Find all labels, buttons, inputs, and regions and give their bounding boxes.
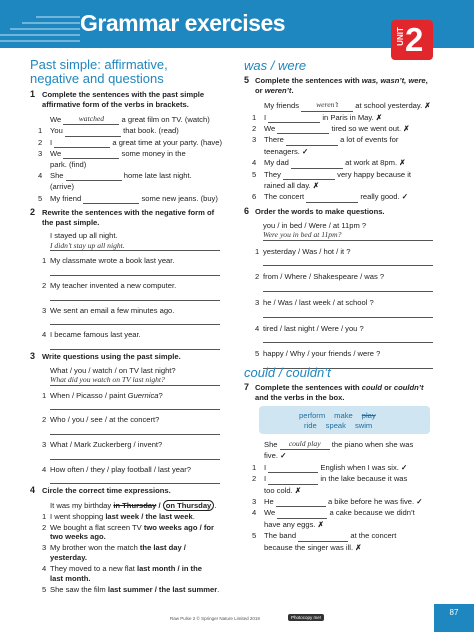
cross-icon: ✗ [424, 101, 431, 111]
left-section-title: Past simple: affirmative, negative and questions [30, 57, 168, 86]
item-number: 2 [252, 474, 257, 484]
cross-icon: ✗ [355, 542, 362, 552]
option-b[interactable]: the last week [145, 511, 193, 521]
word-box [259, 406, 430, 434]
item-number: 2 [42, 280, 47, 290]
exercise-2 [30, 208, 240, 350]
answer-line[interactable] [263, 282, 433, 292]
answer-blank[interactable]: could play [280, 438, 330, 450]
item-number: 5 [38, 193, 43, 203]
answer-line[interactable] [50, 340, 220, 350]
item-number: 2 [42, 415, 47, 425]
exercise-5 [244, 76, 444, 203]
item-number: 3 [42, 543, 47, 553]
exercise-7 [244, 383, 444, 402]
answer-blank[interactable] [306, 202, 358, 203]
word-box-word: make [334, 411, 353, 420]
list-item: 4 We a cake because we didn’t have any eggs. ✗ [252, 508, 415, 529]
list-item: 5 happy / Why / your friends / were ? [263, 349, 444, 369]
exercise-instruction: Rewrite the sentences with the negative form of the past simple. [42, 208, 215, 227]
cross-icon: ✗ [403, 124, 410, 133]
list-item: (arrive) [50, 182, 75, 192]
list-item: She could play the piano when she was five. ✓ [264, 439, 414, 461]
list-item: 6 The concert really good. ✓ [252, 192, 409, 202]
list-item: 2 Who / you / see / at the concert? [50, 415, 240, 435]
item-number: 3 [42, 305, 47, 315]
exercise-instruction: Circle the correct time expressions. [42, 486, 171, 495]
list-item: 2 We bought a flat screen TV two weeks ago / for two weeks ago. [42, 522, 214, 542]
list-item: 3 We sent an email a few minutes ago. [50, 306, 240, 326]
exercise-4 [30, 486, 240, 594]
unit-number: 2 [405, 21, 424, 58]
option-a[interactable]: the last day [139, 543, 182, 553]
copyright-text: Raw Pulse 2 © Springer Nature Limited 2019 [170, 616, 260, 621]
item-number: 2 [42, 522, 47, 532]
right-section-title-was-were: was / were [244, 58, 307, 73]
list-item: 1 When / Picasso / paint Guernica? [50, 391, 240, 411]
list-item: teenagers. ✓ [264, 146, 309, 156]
list-item: 3 We some money in the [38, 148, 186, 158]
list-item: 2 I in the lake because it was too cold. ✗ [252, 474, 408, 495]
item-number: 1 [252, 112, 257, 122]
list-item: 4 They moved to a new flat last month / in the last month. [42, 564, 202, 583]
answer-line[interactable] [263, 256, 433, 266]
item-number: 5 [255, 349, 260, 359]
list-item: 5 She saw the film last summer / the last summer. [42, 584, 220, 594]
list-item: 3 What / Mark Zuckerberg / invent? [50, 440, 240, 460]
item-number: 2 [252, 124, 257, 133]
item-number: 2 [255, 272, 260, 282]
item-number: 4 [252, 158, 257, 168]
exercise-3 [30, 352, 240, 484]
list-item: 3 He a bike before he was five. ✓ [252, 497, 423, 507]
list-item: 4 I became famous last year. [50, 330, 240, 350]
answer-line[interactable] [50, 400, 220, 410]
answer-line[interactable] [263, 333, 433, 343]
exercise-instruction: Complete the sentences with the past simple affirmative form of the verbs in brackets. [42, 90, 205, 109]
unit-badge [391, 20, 433, 60]
option-b[interactable]: in the [181, 564, 202, 574]
exercise-number: 6 [244, 206, 250, 216]
exercise-number: 4 [30, 485, 36, 495]
exercise-number: 2 [30, 207, 36, 217]
list-item: 5 My friend some new jeans. (buy) [38, 193, 218, 203]
option-a[interactable]: last week [105, 511, 140, 521]
list-item: 2 My teacher invented a new computer. [50, 281, 240, 301]
item-number: 3 [42, 439, 47, 449]
list-item: 1 You that book. (read) [38, 126, 179, 136]
list-item: My friends weren’t at school yesterday. ✗ [264, 100, 431, 111]
item-number: 5 [252, 531, 257, 541]
answer-blank[interactable]: weren’t [301, 99, 353, 111]
item-number: 6 [252, 192, 257, 202]
item-number: 1 [42, 511, 47, 521]
option-b[interactable]: yesterday. [50, 553, 88, 563]
exercise-instruction: Complete the sentences with was, wasn’t, were, or weren’t. [255, 76, 428, 95]
item-number: 1 [42, 256, 47, 266]
list-item: 5 The band at the concert because the singer was ill. ✗ [252, 531, 397, 552]
list-item: 1 My classmate wrote a book last year. [50, 256, 240, 276]
item-number: 4 [252, 508, 257, 518]
option-b[interactable]: the last summer [158, 584, 218, 594]
option-a[interactable]: last month [136, 564, 176, 574]
option-b[interactable]: for [203, 522, 214, 532]
example-answer: I didn’t stay up all night. [50, 241, 220, 252]
exercise-instruction: Complete the sentences with could or couldn’t and the verbs in the box. [255, 383, 424, 402]
list-item: 3 My brother won the match the last day / yesterday. [42, 543, 186, 563]
page-number: 87 [434, 604, 474, 632]
option-b[interactable]: two weeks ago. [50, 532, 106, 542]
list-item: 2 I a great time at your party. (have) [38, 137, 222, 147]
exercise-6 [244, 207, 444, 369]
tick-icon: ✓ [280, 451, 287, 461]
tick-icon: ✓ [401, 192, 409, 202]
exercise-instruction: Write questions using the past simple. [42, 352, 181, 361]
list-item: 2 We tired so we went out. ✗ [252, 124, 410, 133]
item-number: 5 [252, 169, 257, 179]
unit-label: UNIT [395, 27, 405, 46]
cross-icon: ✗ [312, 181, 320, 191]
item-number: 3 [252, 135, 257, 145]
header-stripes-decoration [0, 14, 80, 44]
list-item: We watched a great film on TV. (watch) [50, 114, 210, 125]
exercise-instruction: Order the words to make questions. [255, 207, 385, 216]
example-sentence: It was my birthday in Thursday / on Thursday . [50, 500, 217, 510]
circled-answer: on Thursday [163, 500, 215, 511]
cross-icon: ✗ [317, 519, 325, 529]
example-answer: Were you in bed at 11pm? [263, 230, 433, 241]
list-item: 1 I in Paris in May. ✗ [252, 112, 383, 122]
option-b[interactable]: last month. [50, 573, 91, 583]
option-a[interactable]: last summer [107, 584, 153, 594]
list-item: 1 I went shopping last week / the last week. [42, 511, 195, 521]
list-item: 3 There a lot of events for [252, 135, 399, 145]
item-number: 5 [42, 584, 47, 594]
tick-icon: ✓ [401, 462, 408, 472]
answer-blank[interactable] [83, 203, 139, 204]
example-answer: What did you watch on TV last night? [50, 375, 220, 386]
item-number: 1 [252, 462, 257, 472]
list-item: 4 How often / they / play football / last year? [50, 465, 240, 485]
item-number: 4 [42, 564, 47, 574]
word-box-word: speak [325, 421, 346, 430]
answer-line[interactable] [50, 474, 220, 484]
exercise-number: 7 [244, 382, 250, 392]
answer-blank[interactable]: watched [63, 113, 119, 125]
photocopy-badge: Photocopy me! [288, 614, 324, 621]
item-number: 3 [252, 497, 257, 507]
list-item: 4 My dad at work at 8pm. ✗ [252, 158, 406, 168]
answer-line[interactable] [263, 308, 433, 318]
example-question: you / in bed / Were / at 11pm ? [263, 220, 367, 230]
exercise-1 [30, 90, 240, 204]
example-question: I stayed up all night. [50, 231, 118, 241]
list-item: 4 She home late last night. [38, 171, 192, 181]
page-title: Grammar exercises [80, 10, 286, 36]
cross-icon: ✗ [294, 485, 302, 495]
item-number: 3 [255, 297, 260, 307]
exercise-number: 3 [30, 351, 36, 361]
cross-icon: ✗ [399, 158, 406, 168]
list-item: 2 from / Where / Shakespeare / was ? [263, 272, 444, 292]
cross-icon: ✗ [375, 112, 383, 122]
list-item: 1 I English when I was six. ✓ [252, 462, 408, 472]
exercise-7-items [252, 438, 447, 553]
word-box-word: ride [304, 421, 317, 430]
list-item: 4 tired / last night / Were / you ? [263, 324, 444, 344]
tick-icon: ✓ [416, 497, 423, 507]
answer-line[interactable] [50, 450, 220, 460]
item-number: 4 [42, 330, 47, 340]
item-number: 1 [38, 126, 43, 136]
item-number: 4 [255, 323, 260, 333]
word-box-word: perform [299, 411, 326, 420]
answer-line[interactable] [50, 315, 220, 325]
word-box-word: swim [354, 421, 373, 430]
right-section-title-could: could / couldn’t [244, 365, 331, 380]
page-footer [0, 612, 474, 632]
item-number: 1 [42, 390, 47, 400]
list-item: rained all day. ✗ [264, 181, 320, 191]
item-number: 4 [38, 171, 43, 181]
item-number: 2 [38, 137, 43, 147]
exercise-number: 5 [244, 75, 250, 85]
item-number: 3 [38, 148, 43, 158]
example-question: What / you / watch / on TV last night? [50, 365, 176, 375]
list-item: park. (find) [50, 160, 87, 169]
list-item: 5 They very happy because it [252, 169, 412, 179]
tick-icon: ✓ [302, 146, 309, 156]
item-number: 4 [42, 464, 47, 474]
answer-line[interactable] [50, 425, 220, 435]
word-box-word: play [361, 411, 376, 420]
list-item: 3 he / Was / last week / at school ? [263, 298, 444, 318]
exercise-number: 1 [30, 89, 36, 99]
item-number: 1 [255, 246, 260, 256]
option-a[interactable]: two weeks ago [143, 522, 198, 532]
list-item: 1 yesterday / Was / hot / it ? [263, 247, 444, 267]
answer-line[interactable] [50, 266, 220, 276]
answer-line[interactable] [50, 291, 220, 301]
